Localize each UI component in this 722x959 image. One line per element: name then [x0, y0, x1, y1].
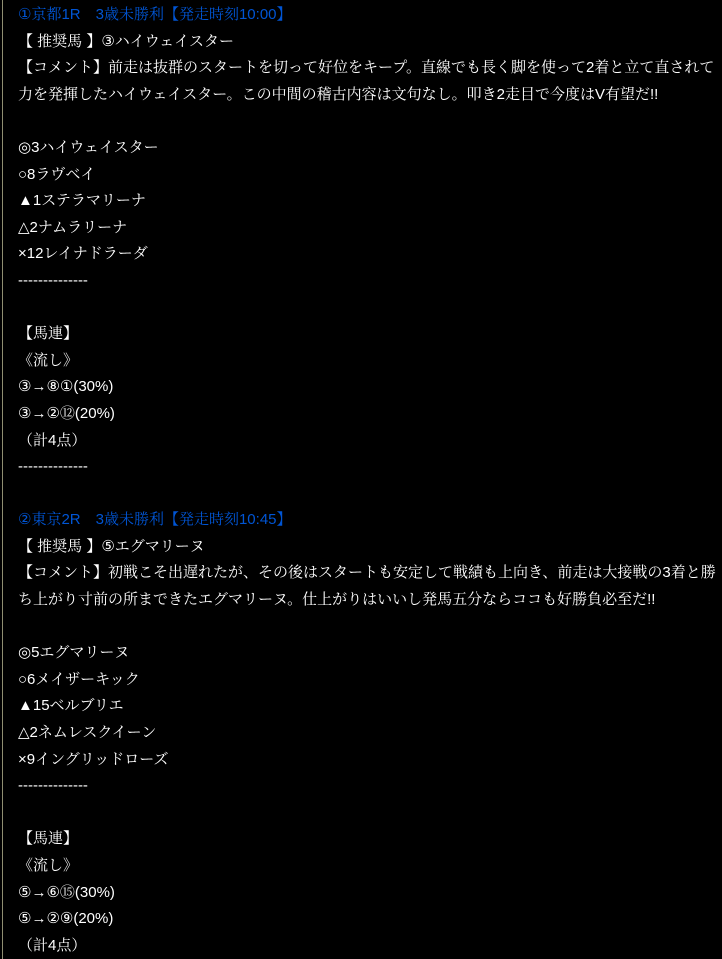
pick-line-tanana: ▲1ステラマリーナ	[18, 192, 146, 210]
bet-line-1: ③→⑧①(30%)	[18, 378, 114, 396]
recommend-horse-line: 【 推奨馬 】③ハイウェイスター	[18, 32, 235, 50]
pick-line-hoshi: ×9イングリッドローズ	[18, 750, 169, 768]
bet-type-label: 【馬連】	[18, 830, 79, 848]
comment-line-2: ち上がり寸前の所まできたエグマリーヌ。仕上がりはいいし発馬五分ならココも好勝負必至だ!!	[18, 591, 656, 609]
separator: --------------	[18, 271, 88, 289]
bet-style-label: 《流し》	[18, 857, 79, 874]
pick-line-tanana: ▲15ベルブリエ	[18, 697, 124, 715]
separator: --------------	[18, 777, 88, 795]
race-section-2	[18, 507, 716, 959]
pick-line-honmei: ◎5エグマリーヌ	[18, 644, 130, 662]
comment-line-1: 【コメント】前走は抜群のスタートを切って好位をキープ。直線でも長く脚を使って2着と立て直されて	[18, 59, 715, 77]
comment-line-1: 【コメント】初戦こそ出遅れたが、その後はスタートも安定して戦績も上向き、前走は大接戦の3着と勝	[18, 564, 716, 582]
recommend-horse-line: 【 推奨馬 】⑤エグマリーヌ	[18, 537, 205, 555]
bet-style-label: 《流し》	[18, 351, 79, 369]
separator: --------------	[18, 458, 88, 476]
bet-total-label: （計4点）	[18, 431, 87, 449]
pick-line-hoshi: ×12レイナドラーダ	[18, 245, 148, 263]
tips-page	[2, 0, 722, 959]
bet-block	[18, 826, 716, 959]
race-header: ①京都1R 3歳未勝利【発走時刻10:00】	[18, 6, 292, 23]
race-section-1	[18, 2, 716, 481]
pick-line-honmei: ◎3ハイウェイスター	[18, 138, 159, 156]
bet-line-2: ⑤→②⑨(20%)	[18, 910, 114, 928]
bet-line-1: ⑤→⑥⑮(30%)	[18, 883, 115, 901]
pick-line-taikou: ○6メイザーキック	[18, 670, 140, 688]
bet-total-label: （計4点）	[18, 936, 87, 954]
bet-line-2: ③→②⑫(20%)	[18, 404, 115, 422]
pick-line-taikou: ○8ラヴベイ	[18, 165, 96, 183]
pick-line-renka: △2ネムレスクイーン	[18, 724, 157, 742]
bet-block	[18, 321, 716, 454]
pick-list	[18, 640, 716, 773]
bet-type-label: 【馬連】	[18, 325, 79, 343]
pick-list	[18, 135, 716, 268]
comment-line-2: 力を発揮したハイウェイスター。この中間の稽古内容は文句なし。叩き2走目で今度はV有望だ!!	[18, 85, 659, 103]
race-header: ②東京2R 3歳未勝利【発走時刻10:45】	[18, 511, 292, 529]
pick-line-renka: △2ナムラリーナ	[18, 218, 128, 236]
